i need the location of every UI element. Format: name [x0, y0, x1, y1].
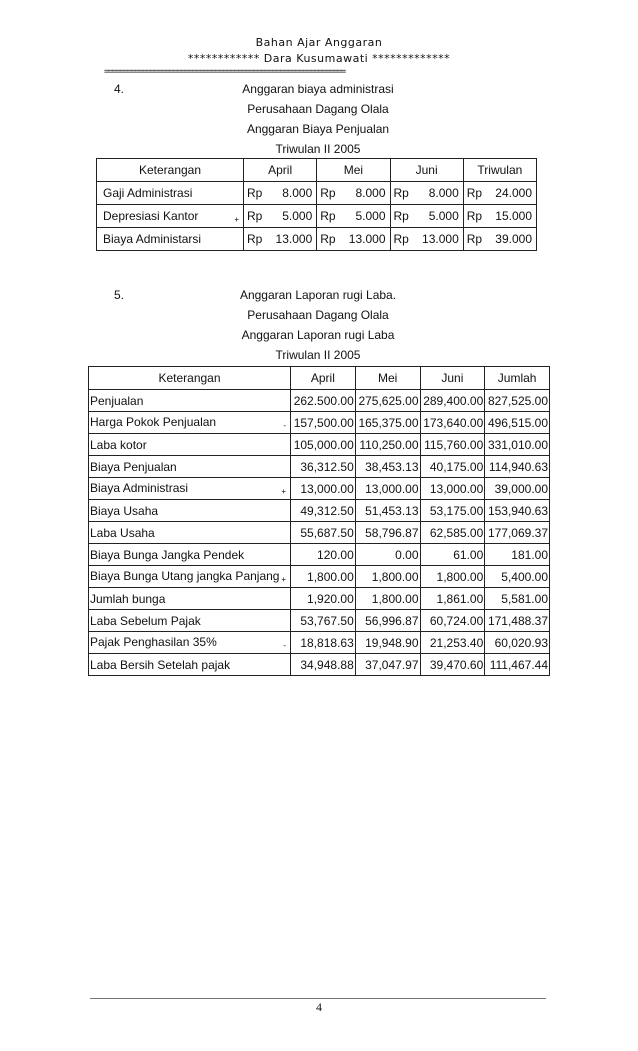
section-5-budget-name: Anggaran Laporan rugi Laba — [241, 328, 395, 342]
row-label: Penjualan — [89, 390, 291, 412]
cell-value: 181.00 — [485, 544, 550, 566]
row-label: Biaya Administrasi + — [89, 478, 291, 500]
operator-mark: + — [281, 487, 286, 496]
cell-value: 5.000 — [411, 205, 463, 228]
cell-value: 105,000.00 — [291, 434, 356, 456]
cell-value: 153,940.63 — [485, 500, 550, 522]
section-4-number: 4. — [114, 82, 125, 96]
table-row — [97, 205, 537, 228]
table-row — [97, 182, 537, 205]
column-header: Keterangan — [89, 367, 291, 390]
currency-label: Rp — [463, 182, 484, 205]
table-row — [89, 434, 550, 456]
table-row — [89, 632, 550, 654]
currency-label: Rp — [317, 228, 338, 251]
cell-value: 51,453.13 — [355, 500, 420, 522]
table-header-row — [97, 159, 537, 182]
section-5-number: 5. — [114, 288, 125, 302]
cell-value: 173,640.00 — [420, 412, 485, 434]
table-row — [89, 610, 550, 632]
cell-value: 5,400.00 — [485, 566, 550, 588]
cell-value: 1,920.00 — [291, 588, 356, 610]
cell-value: 8.000 — [338, 182, 390, 205]
currency-label: Rp — [463, 228, 484, 251]
cell-value: 827,525.00 — [485, 390, 550, 412]
currency-label: Rp — [390, 205, 411, 228]
cell-value: 5.000 — [338, 205, 390, 228]
currency-label: Rp — [317, 182, 338, 205]
section-4-period: Triwulan II 2005 — [275, 142, 361, 156]
column-header: April — [291, 367, 356, 390]
currency-label: Rp — [244, 228, 265, 251]
cell-value: 60,020.93 — [485, 632, 550, 654]
cell-value: 53,767.50 — [291, 610, 356, 632]
table-row — [89, 544, 550, 566]
row-label: Gaji Administrasi — [97, 182, 244, 205]
operator-mark: - — [283, 421, 286, 430]
operator-mark: - — [283, 641, 286, 650]
cell-value: 62,585.00 — [420, 522, 485, 544]
cell-value: 1,800.00 — [291, 566, 356, 588]
income-statement-table — [88, 366, 550, 676]
row-label: Harga Pokok Penjualan - — [89, 412, 291, 434]
table-row — [89, 412, 550, 434]
table-row — [89, 566, 550, 588]
footer-divider — [90, 998, 546, 999]
cell-value: 21,253.40 — [420, 632, 485, 654]
section-4-budget-name: Anggaran Biaya Penjualan — [246, 122, 390, 136]
cell-value: 55,687.50 — [291, 522, 356, 544]
cell-value: 110,250.00 — [355, 434, 420, 456]
cell-value: 171,488.37 — [485, 610, 550, 632]
row-label: Biaya Administarsi — [97, 228, 244, 251]
table-row — [89, 478, 550, 500]
cell-value: 56,996.87 — [355, 610, 420, 632]
section-5-company: Perusahaan Dagang Olala — [247, 308, 389, 322]
cell-value: 13,000.00 — [420, 478, 485, 500]
cell-value: 36,312.50 — [291, 456, 356, 478]
cell-value: 5,581.00 — [485, 588, 550, 610]
column-header: Mei — [317, 159, 390, 182]
cell-value: 331,010.00 — [485, 434, 550, 456]
cell-value: 115,760.00 — [420, 434, 485, 456]
cell-value: 496,515.00 — [485, 412, 550, 434]
cell-value: 157,500.00 — [291, 412, 356, 434]
cell-value: 60,724.00 — [420, 610, 485, 632]
cell-value: 13.000 — [338, 228, 390, 251]
cell-value: 49,312.50 — [291, 500, 356, 522]
table-row — [89, 456, 550, 478]
cell-value: 1,800.00 — [420, 566, 485, 588]
column-header: April — [244, 159, 317, 182]
currency-label: Rp — [317, 205, 338, 228]
cell-value: 13,000.00 — [291, 478, 356, 500]
currency-label: Rp — [390, 182, 411, 205]
document-header-author: ************ Dara Kusumawati ************* — [187, 52, 451, 65]
table-row — [97, 228, 537, 251]
operator-mark: + — [281, 575, 286, 584]
cell-value: 24.000 — [484, 182, 536, 205]
cell-value: 58,796.87 — [355, 522, 420, 544]
cell-value: 53,175.00 — [420, 500, 485, 522]
table-row — [89, 390, 550, 412]
row-label: Pajak Penghasilan 35% - — [89, 632, 291, 654]
cell-value: 13.000 — [264, 228, 316, 251]
row-label: Laba Sebelum Pajak — [89, 610, 291, 632]
currency-label: Rp — [244, 182, 265, 205]
document-header-title: Bahan Ajar Anggaran — [255, 36, 383, 49]
cell-value: 111,467.44 — [485, 654, 550, 676]
cell-value: 177,069.37 — [485, 522, 550, 544]
header-divider: =============================================================== — [104, 67, 345, 77]
table-row — [89, 654, 550, 676]
currency-label: Rp — [390, 228, 411, 251]
cell-value: 39,470.60 — [420, 654, 485, 676]
column-header: Triwulan — [463, 159, 536, 182]
cell-value: 39,000.00 — [485, 478, 550, 500]
cell-value: 39.000 — [484, 228, 536, 251]
cell-value: 1,800.00 — [355, 566, 420, 588]
row-label: Laba kotor — [89, 434, 291, 456]
row-label: Biaya Bunga Jangka Pendek — [89, 544, 291, 566]
cell-value: 13.000 — [411, 228, 463, 251]
currency-label: Rp — [244, 205, 265, 228]
row-label: Laba Bersih Setelah pajak — [89, 654, 291, 676]
income-statement-body — [89, 390, 550, 676]
cell-value: 40,175.00 — [420, 456, 485, 478]
column-header: Mei — [355, 367, 420, 390]
row-label: Biaya Penjualan — [89, 456, 291, 478]
cell-value: 114,940.63 — [485, 456, 550, 478]
section-4-company: Perusahaan Dagang Olala — [247, 102, 389, 116]
cell-value: 38,453.13 — [355, 456, 420, 478]
column-header: Jumlah — [485, 367, 550, 390]
column-header: Juni — [420, 367, 485, 390]
cell-value: 34,948.88 — [291, 654, 356, 676]
table-row — [89, 588, 550, 610]
section-5-title: Anggaran Laporan rugi Laba. — [239, 288, 397, 302]
admin-budget-table — [96, 158, 537, 251]
cell-value: 8.000 — [411, 182, 463, 205]
column-header: Juni — [390, 159, 463, 182]
cell-value: 275,625.00 — [355, 390, 420, 412]
row-label: Laba Usaha — [89, 522, 291, 544]
cell-value: 37,047.97 — [355, 654, 420, 676]
cell-value: 8.000 — [264, 182, 316, 205]
row-label: Biaya Bunga Utang jangka Panjang + — [89, 566, 291, 588]
cell-value: 61.00 — [420, 544, 485, 566]
column-header: Keterangan — [97, 159, 244, 182]
cell-value: 5.000 — [264, 205, 316, 228]
row-label: Biaya Usaha — [89, 500, 291, 522]
cell-value: 120.00 — [291, 544, 356, 566]
cell-value: 18,818.63 — [291, 632, 356, 654]
operator-mark: + — [234, 214, 239, 224]
cell-value: 165,375.00 — [355, 412, 420, 434]
cell-value: 289,400.00 — [420, 390, 485, 412]
section-4-title: Anggaran biaya administrasi — [242, 82, 394, 96]
cell-value: 1,800.00 — [355, 588, 420, 610]
table-row — [89, 522, 550, 544]
table-row — [89, 500, 550, 522]
cell-value: 15.000 — [484, 205, 536, 228]
cell-value: 1,861.00 — [420, 588, 485, 610]
cell-value: 262.500.00 — [291, 390, 356, 412]
page-number: 4 — [316, 1000, 322, 1014]
cell-value: 13,000.00 — [355, 478, 420, 500]
section-5-period: Triwulan II 2005 — [275, 348, 361, 362]
currency-label: Rp — [463, 205, 484, 228]
row-label: Jumlah bunga — [89, 588, 291, 610]
cell-value: 19,948.90 — [355, 632, 420, 654]
row-label: Depresiasi Kantor + — [97, 205, 244, 228]
table-header-row — [89, 367, 550, 390]
cell-value: 0.00 — [355, 544, 420, 566]
